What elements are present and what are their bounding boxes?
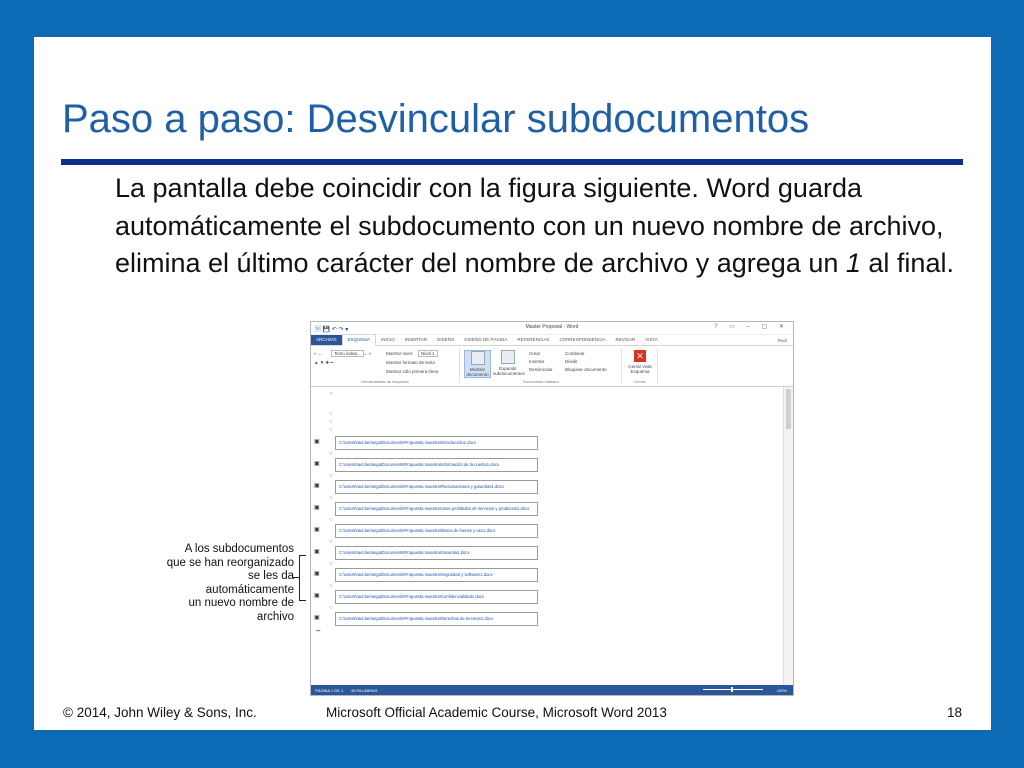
title-rule [61,159,963,165]
expand-subdocuments-icon [501,350,515,364]
subdocument-link-box [335,502,538,516]
quick-access-toolbar[interactable]: 🅆 💾 ↶ ↷ ▾ [315,327,349,333]
word-window [310,321,794,696]
outline-bullet: ○ [329,391,333,397]
subdocument-icon[interactable]: ▣ [314,461,320,467]
outline-bullet: ○ [329,495,333,501]
tab-outline[interactable]: ESQUEMA [342,334,377,346]
group-label: Cerrar [634,379,646,384]
outline-bullet: ○ [329,583,333,589]
outline-bullet: ○ [329,561,333,567]
outline-bullet: ○ [329,411,333,417]
promote-buttons[interactable]: « ← [314,351,323,356]
document-area[interactable] [311,387,783,685]
close-icon: ✕ [634,350,646,362]
close-outline-label: Cerrar vista Esquema [628,364,652,374]
subdocument-link[interactable]: C:\Users\raul.berlanga\Documents\Propuesta maestra\Seguridad y software1.docx [339,572,493,577]
outline-bullet: ○ [329,539,333,545]
subdocument-link[interactable]: C:\Users\raul.berlanga\Documents\Propuesta maestra\Derechos de terceros1.docx [339,616,494,621]
show-document-button[interactable] [464,350,491,378]
tab-design[interactable]: DISEÑO [437,337,455,342]
zoom-slider[interactable] [703,689,763,690]
group-label: Herramientas de esquema [361,379,409,384]
outline-bullet: ○ [329,605,333,611]
outline-bullet: ○ [329,473,333,479]
word-count[interactable]: 45 PALABRAS [351,688,378,693]
callout-text [158,543,294,624]
show-document-label: Mostrar documento [466,367,489,377]
vertical-scrollbar[interactable] [783,387,793,685]
show-level-label: Mostrar nivel: [386,351,414,356]
master-document-group [461,348,622,384]
subdocument-link-box [335,436,538,450]
subdocument-link-box [335,590,538,604]
ribbon [311,346,793,387]
subdocument-link[interactable]: C:\Users\raul.berlanga\Documents\Propuesta maestra\Confidencialidad1.docx [339,594,485,599]
split-button[interactable]: Dividir [565,359,578,364]
insert-button[interactable]: Insertar [529,359,545,364]
user-name[interactable]: Raúl [777,337,787,343]
subdocument-link-box [335,524,538,538]
window-controls[interactable]: ? ▭ – ▢ ✕ [714,324,789,330]
subdocument-link-box [335,480,538,494]
body-text-end: al final. [860,248,954,278]
subdocument-icon[interactable]: ▣ [314,549,320,555]
footer-page-number: 18 [947,705,963,720]
subdocument-icon[interactable]: ▣ [314,439,320,445]
subdocument-icon[interactable]: ▣ [314,527,320,533]
callout-line: que se han reorganizado [166,556,294,569]
scrollbar-thumb[interactable] [786,389,791,429]
outline-tools-group [311,348,460,384]
expand-subdocuments-button[interactable] [493,350,523,376]
move-buttons[interactable]: ▲ ▼ ✚ ━ [314,360,334,365]
expand-subdocuments-label: Expandir subdocumentos [493,366,525,376]
subdocument-link[interactable]: C:\Users\raul.berlanga\Documents\Propuesta maestra\Usos prohibidos de servicios y productos1.docx [339,506,530,511]
subdocument-link-box [335,568,538,582]
callout-line: un nuevo nombre de archivo [188,597,294,623]
tab-file[interactable]: ARCHIVO [311,335,342,345]
zoom-level[interactable]: 100% [776,688,787,693]
subdocument-icon[interactable]: ▣ [314,615,320,621]
subdocument-icon[interactable]: ▣ [314,505,320,511]
body-text-start: La pantalla debe coincidir con la figura siguiente. Word guarda automáticamente el subdocumento con un nuevo nombre de archivo, elimina el último carácter del nombre de archivo y agrega un [115,173,944,278]
outline-bullet: ○ [329,517,333,523]
tab-references[interactable]: REFERENCIAS [517,337,550,342]
close-group [623,348,658,384]
subdocument-link[interactable]: C:\Users\raul.berlanga\Documents\Propuesta maestra\Reclamaciones y garantías1.docx [339,484,504,489]
tab-review[interactable]: REVISAR [615,337,636,342]
callout-line: A los subdocumentos [184,543,294,555]
tab-insert[interactable]: INSERTAR [404,337,428,342]
tab-mailings[interactable]: CORRESPONDENCIA [559,337,606,342]
subdocument-link-box [335,612,538,626]
show-document-icon [471,351,485,365]
end-marker: ━ [316,628,321,635]
show-level-select[interactable]: Nivel 1 [418,350,438,357]
unlink-button[interactable]: Desvincular [529,367,553,372]
merge-button[interactable]: Combinar [565,351,585,356]
slide-title: Paso a paso: Desvincular subdocumentos [62,97,810,141]
show-text-format-check[interactable]: Mostrar formato de texto [386,360,436,365]
tab-page-layout[interactable]: DISEÑO DE PÁGINA [464,337,508,342]
subdocument-link-box [335,458,538,472]
subdocument-link[interactable]: C:\Users\raul.berlanga\Documents\Propuesta maestra\Información de la cuenta1.docx [339,462,500,467]
page-count[interactable]: PÁGINA 1 DE 1 [315,688,344,693]
ribbon-tabs [311,335,793,346]
lock-document-button[interactable]: Bloquear documento [565,367,607,372]
close-outline-view-button[interactable] [625,350,655,376]
group-label: Documento maestro [522,379,559,384]
footer-course: Microsoft Official Academic Course, Microsoft Word 2013 [326,705,667,720]
outline-bullet: ○ [329,427,333,433]
body-text-italic: 1 [845,248,861,278]
show-first-line-check[interactable]: Mostrar sólo primera línea [386,369,439,374]
callout-bracket [299,555,306,601]
slide [34,37,991,730]
subdocument-icon[interactable]: ▣ [314,593,320,599]
demote-buttons[interactable]: → » [363,351,372,356]
tab-home[interactable]: INICIO [381,337,395,342]
subdocument-link[interactable]: C:\Users\raul.berlanga\Documents\Propuesta maestra\Introducción1.docx [339,440,477,445]
footer-copyright: © 2014, John Wiley & Sons, Inc. [63,705,257,720]
zoom-slider-knob[interactable] [731,687,733,692]
callout-line: se les da automáticamente [205,570,294,596]
status-bar [311,685,793,695]
tab-view[interactable]: VISTA [645,337,658,342]
subdocument-link-box [335,546,538,560]
subdocument-link[interactable]: C:\Users\raul.berlanga\Documents\Propuesta maestra\Marca de bienes y uso1.docx [339,528,496,533]
create-button[interactable]: Crear [529,351,541,356]
subdocument-icon[interactable]: ▣ [314,571,320,577]
subdocument-icon[interactable]: ▣ [314,483,320,489]
outline-bullet: ○ [329,451,333,457]
slide-body-text [115,170,965,283]
subdocument-link[interactable]: C:\Users\raul.berlanga\Documents\Propuesta maestra\Garantía1.docx [339,550,470,555]
callout-bracket-tick [292,577,300,578]
word-window-title: Master Proposal - Word [525,324,579,330]
word-titlebar [311,322,793,335]
outline-bullet: ○ [329,419,333,425]
outline-level-select[interactable]: Texto indep... [331,350,364,357]
